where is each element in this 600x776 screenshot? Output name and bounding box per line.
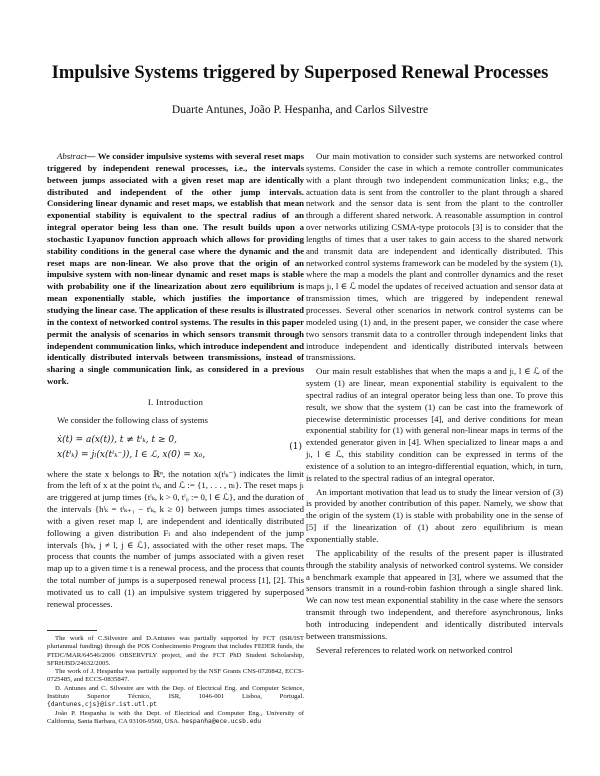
left-column [47,151,304,611]
section-heading-introduction: I. Introduction [147,396,204,407]
paragraph-applicability: The applicability of the results of the present paper is illustrated through the stability analysis of networked control systems. We consider a benchmark example that appeared in [3], where we assumed that the sensors transmit in a round-robin fashion through a single shared link. We can now test mean exponential stability in the case where the sensors transmit through two independent, and therefore asynchronous, links both introducing independent and identically distributed intervals between transmissions. [306,547,563,641]
footnote-funding: The work of C.Silvestre and D.Antunes was partially supported by FCT (ISR/IST pluriannual funding) through the POS Conhecimento Program that includes FEDER funds, the PTDC/MAR/64546/2006 OBSERVFLY project, and the FCT PhD Student Scholarship, SFRH/BD/24632/2005. [47,635,304,667]
abstract-text: — We consider impulsive systems with several reset maps triggered by independent renewal processes, i.e., the intervals between jumps associated with a given reset map are identically distributed and independent of the other jump intervals. Considering linear dynamic and reset maps, we establish that mean exponential stability is equivalent to the spectral radius of an integral operator being less than one. The result builds upon a stochastic Lyapunov function approach which allows for providing stability conditions in the general case where the dynamic and the reset maps are non-linear. We also prove that the origin of an impulsive system with non-linear dynamic and reset maps is stable with probability one if the linearization about zero equilibrium is mean exponentially stable, which justifies the importance of studying the linear case. The application of these results is illustrated in the context of networked control systems. The results in this paper permit the analysis of scenarios in which sensors transmit through independent communication links, which introduce independent and identically distributed intervals between transmissions, instead of sharing a single communication link, as considered in a previous work. [47,151,304,387]
equation-line-2: x(tˡₖ) = jₗ(x(tˡₖ⁻)), l ∈ ℒ, x(0) = x₀, [57,449,206,460]
abstract-lead: Abstract [57,151,87,161]
paragraph-related-work: Several references to related work on networked control [316,644,513,655]
equation-number: (1) [289,441,302,452]
paragraph-linearization: An important motivation that lead us to study the linear version of (3) is provided by another contribution of this paper. Namely, we show that the origin of the system (1) is stable with probability one in the sense of [5] if the linearization of (1) about zero equilibrium is mean exponentially stable. [306,486,563,544]
intro-sentence: We consider the following class of systems [57,414,208,425]
abstract [47,151,304,388]
right-column [306,151,563,656]
footnote-affiliation-ucsb [47,710,304,727]
footnote-nsf: The work of J. Hespanha was partially supported by the NSF Grants CNS-0720842, ECCS-0725485, and ECCS-0835847. [47,668,304,684]
paper-authors: Duarte Antunes, João P. Hespanha, and Carlos Silvestre [171,104,429,116]
footnotes [47,630,304,726]
footnote-affiliation-ist [47,685,304,710]
footnote-email-ucsb: hespanha@ece.ucsb.edu [181,717,262,725]
equation-line-1: ẋ(t) = a(x(t)), t ≠ tˡₖ, t ≥ 0, [57,434,177,445]
equation-1 [47,433,304,463]
footnote-affiliation-ucsb-text: João P. Hespanha is with the Dept. of Electrical and Computer Eng., University of California, Santa Barbara, CA 93106-9560, USA. [47,709,304,725]
intro-paragraph: where the state x belongs to ℝⁿ, the notation x(tˡₖ⁻) indicates the limit from the left of x at the point tˡₖ, and ℒ := {1, . . . , nₗ}. The reset maps jₗ are triggered at jump times {tˡₖ, k > 0, tˡ₀ := 0, l ∈ ℒ}, and the duration of the intervals {hˡₖ = tˡₖ₊₁ − tˡₖ, k ≥ 0} between jumps times associated with a given reset map l, are independent and identically distributed following a given distribution Fₗ and also independent of the jump intervals {hʲₖ, j ≠ l, j ∈ ℒ}, associated with the other reset maps. The process that counts the number of jumps associated with a given reset map up to a given time t is a renewal process, and the process that counts the total number of jumps is a superposed renewal process [1], [2]. This motivated us to call (1) an impulsive system triggered by superposed renewal processes. [47,468,304,609]
footnote-affiliation-ist-text: D. Antunes and C. Silvestre are with the Dep. of Electrical Eng. and Computer Science, Instituto Superior Técnico, ISR, 1046-001 Lisboa, Portugal. [47,684,304,701]
paragraph-motivation: Our main motivation to consider such systems are networked control systems. Consider the case in which a remote controller communicates with a plant through two independent communication links; e.g., the actuation data is sent from the controller to the plant through a shared network and the sensor data is sent from the plant to the controller through a different shared network. A reasonable assumption in control over networks utilizing CSMA-type protocols [3] is to consider that the lengths of times that a user takes to gain access to the shared network and transmit data are independent and identically distributed. This networked control systems framework can be modeled by the system (1), where the map a models the plant and controller dynamics and the reset maps jₗ, l ∈ ℒ model the updates of received actuation and sensor data at transmission times, which are triggered by independent renewal processes. Several other scenarios in network control systems can be modeled using (1) and, in the present paper, we consider the case where two sensors transmit data to a controller through independent links that introduce independent and identically distributed intervals between transmissions. [306,151,563,363]
footnote-email-ist: {dantunes,cjs}@isr.ist.utl.pt [47,701,157,709]
footnote-rule [47,630,97,631]
paper-title: Impulsive Systems triggered by Superposed Renewal Processes [51,63,549,83]
paragraph-main-result: Our main result establishes that when the maps a and jₗ, l ∈ ℒ of the system (1) are linear, mean exponential stability is equivalent to the spectral radius of an integral operator being less than one. To prove this result, we show that the system (1) can be cast into the framework of piecewise deterministic processes [4], and derive conditions for mean exponential stability for (1) with general non-linear maps in terms of the extended generator given in [4]. When specialized to linear maps a and jₗ, l ∈ ℒ, this stability condition can be expressed in terms of the existence of a solution to an integro-differential equation, which, in turn, is related to the spectral radius of an integral operator. [306,366,563,483]
